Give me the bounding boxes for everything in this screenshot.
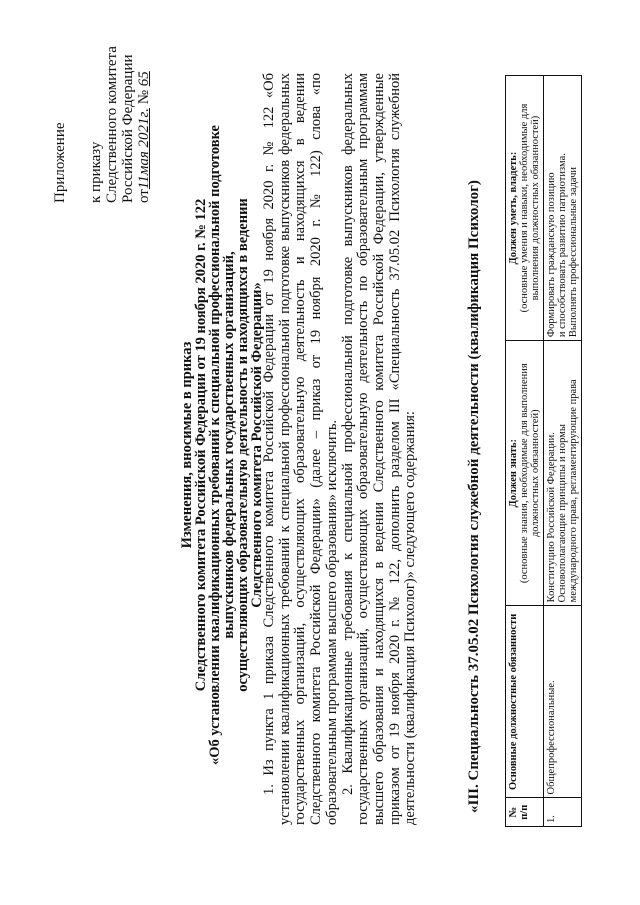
table-header-row [506,76,544,827]
requirements-table [505,75,582,827]
heading-line: осуществляющих образовательную деятельность и находящихся в ведении [235,198,251,692]
header-number: № п/п [506,798,544,827]
handwritten-date: 11мая 2021г. [136,108,152,190]
know-line: международного права, регламентирующие права [568,379,579,603]
row-duty: Общепрофессиональные. [544,606,582,798]
header-must-know-note: (основные знания, необходимые для выполнения должностных обязанностей) [519,363,541,584]
header-must-be-able-note: (основные умения и навыки, необходимые для выполнения должностных обязанностей) [519,103,541,313]
appendix-line-1: к приказу [88,141,104,203]
row-number: 1. [544,798,582,827]
can-line: Формировать гражданскую позицию [546,172,557,338]
can-line: Выполнять профессиональные задачи [568,166,579,338]
appendix-block [52,33,152,203]
know-line: Конституцию Российской Федерации. [546,432,557,603]
table-row [544,76,582,827]
document-body [262,73,419,825]
appendix-title: Приложение [52,122,68,203]
appendix-line-2: Следственного комитета [104,46,120,203]
appendix-date-line [136,33,152,203]
paragraph-1: 1. Из пункта 1 приказа Следственного комитета Российской Федерации от 19 ноября 2020 г. № 122 «Об установлении квалификационных требований к специальной профессиональной подготовке выпускников федеральных государственных организаций, осуществляющих образовательную деятельность и находящихся в ведении Следственного комитета Российской Федерации» (далее – приказ от 19 ноября 2020 г. № 122) слова «по образовательным программам высшего образования» исключить. [261,73,340,825]
date-prefix: от [136,189,152,203]
row-must-be-able [544,76,582,341]
appendix-line-3: Российской Федерации [120,54,136,203]
heading-line: Изменения, вносимые в приказ [179,341,195,549]
handwritten-number: 65 [136,71,152,87]
section-title: «III. Специальность 37.05.02 Психология служебной деятельности (квалификация Психолог) [466,180,482,813]
header-duties: Основные должностные обязанности [506,606,544,798]
row-must-know [544,341,582,606]
document-heading [180,95,264,795]
header-must-know: Должен знать: (основные знания, необходимые для выполнения должностных обязанностей) [506,341,544,606]
can-line: и способствовать развитию патриотизма. [557,153,568,338]
heading-line: Следственного комитета Российской Федерации от 19 ноября 2020 г. № 122 [193,198,209,692]
heading-line: «Об установлении квалификационных требований к специальной профессиональной подготовке [207,125,223,766]
paragraph-2: 2. Квалификационные требования к специальной профессиональной подготовке выпускников федеральных государственных организаций, осуществляющих образовательную деятельность по образовательным программам высшего образования и находящихся в ведении Следственного комитета Российской Федерации, утвержденные приказом от 19 ноября 2020 г. № 122, дополнить разделом III «Специальность 37.05.02 Психология служебной деятельности (квалификация Психолог)» следующего содержания: [339,73,419,825]
number-sign: № [136,89,152,105]
header-must-be-able: Должен уметь, владеть: (основные умения и навыки, необходимые для выполнения должностных обязанностей) [506,76,544,341]
know-line: Основополагающие принципы и нормы [557,424,568,603]
heading-line: Следственного комитета Российской Федерации» [249,282,265,608]
heading-line: выпускников федеральных государственных организаций, [221,251,237,639]
